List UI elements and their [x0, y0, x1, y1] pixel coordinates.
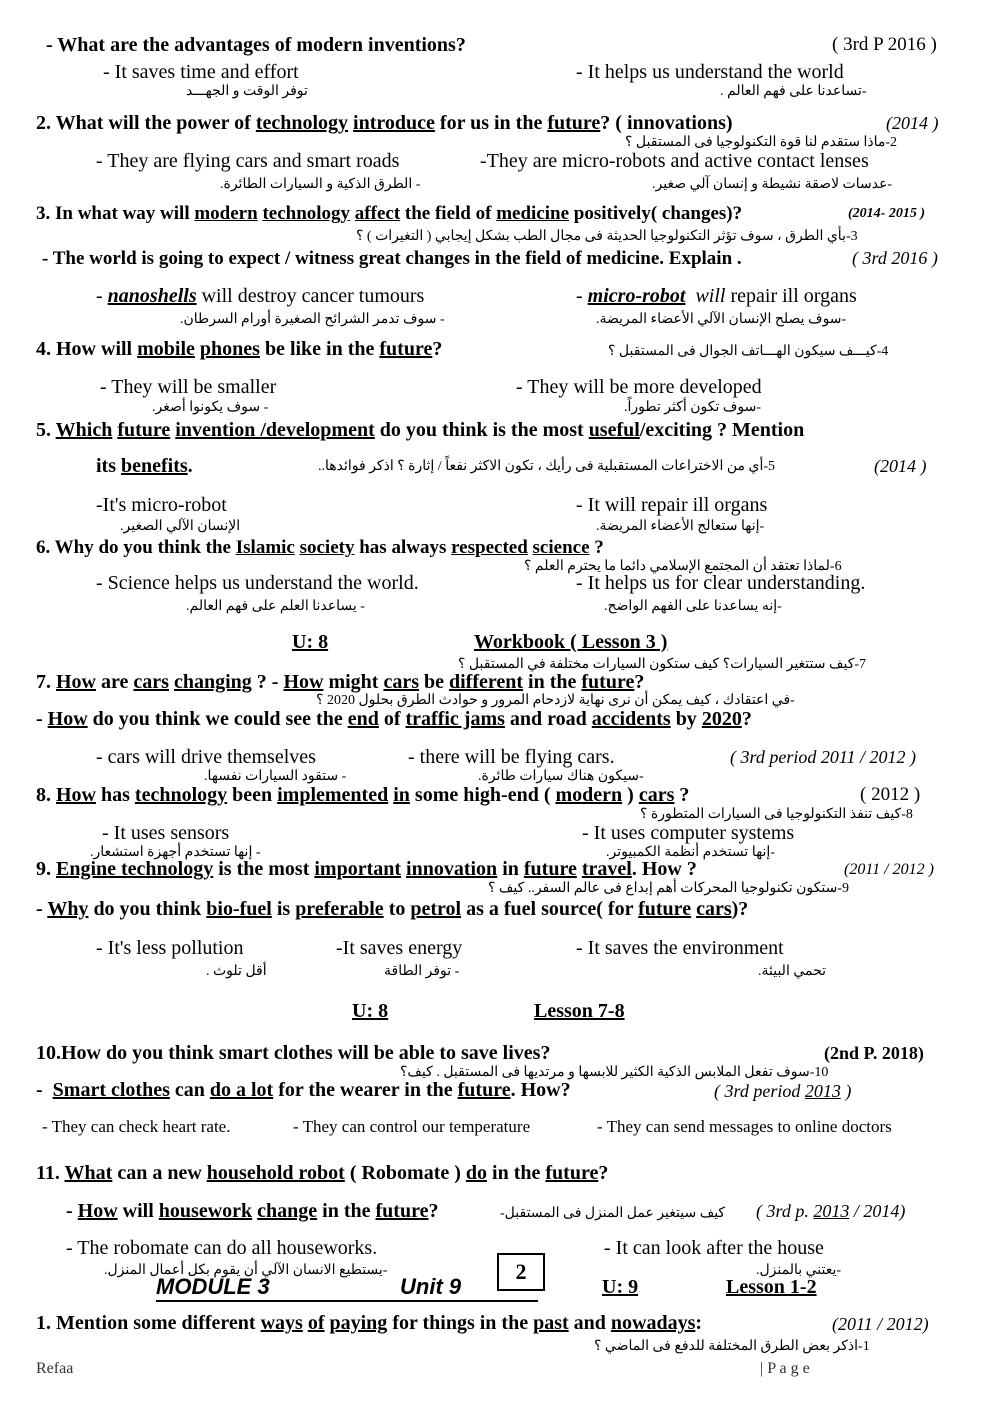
question-8: 8. How has technology been implemented in some high-end ( modern ) cars ?: [36, 784, 690, 806]
question-10-alt: - Smart clothes can do a lot for the wearer in the future. How?: [36, 1079, 571, 1101]
question-12-arabic: 1-اذكر بعض الطرق المختلفة للدفع فى الماضي ؟: [594, 1339, 870, 1354]
answer-4b-arabic: -سوف تكون أكثر تطوراً.: [624, 400, 762, 415]
answer-6a: - Science helps us understand the world.: [96, 572, 419, 594]
answer-9c: - It saves the environment: [576, 937, 784, 959]
section-unit-8: U: 8: [292, 631, 329, 653]
question-7-alt: - How do you think we could see the end of traffic jams and road accidents by 2020?: [36, 708, 752, 730]
question-9: 9. Engine technology is the most important innovation in future travel. How ?: [36, 858, 697, 880]
answer-11b-arabic: -يعتني بالمنزل.: [756, 1263, 842, 1278]
question-2: 2. What will the power of technology introduce for us in the future? ( innovations): [36, 112, 733, 134]
question-1: - What are the advantages of modern inventions?: [46, 34, 466, 56]
question-3: 3. In what way will modern technology affect the field of medicine positively( changes)?: [36, 203, 743, 224]
question-8-year: ( 2012 ): [860, 784, 921, 805]
module-underline: [156, 1300, 538, 1302]
question-9-arabic: 9-ستكون تكنولوجيا المحركات أهم إبداع فى عالم السفر.. كيف ؟: [488, 881, 850, 896]
answer-11a: - The robomate can do all houseworks.: [66, 1237, 378, 1259]
answer-9a-arabic: أقل تلوث .: [206, 964, 267, 979]
answer-9a: - It's less pollution: [96, 937, 244, 959]
question-11-alt-arabic: كيف سيتغير عمل المنزل فى المستقبل-: [500, 1206, 726, 1221]
question-3-alt: - The world is going to expect / witness great changes in the field of medicine. Explain .: [42, 248, 742, 269]
question-3-year: (2014- 2015 ): [848, 206, 925, 221]
answer-10c: - They can send messages to online doctors: [597, 1117, 892, 1136]
answer-4b: - They will be more developed: [516, 376, 762, 398]
answer-1b-arabic: -تساعدنا على فهم العالم .: [720, 84, 867, 99]
question-6-arabic: 6-لماذا تعتقد أن المجتمع الإسلامي دائما ما يحترم العلم ؟: [524, 559, 842, 574]
question-9-alt: - Why do you think bio-fuel is preferable to petrol as a fuel source( for future cars)?: [36, 898, 749, 920]
section-lesson-1-2: Lesson 1-2: [726, 1276, 817, 1298]
question-2-arabic: 2-ماذا ستقدم لنا قوة التكنولوجيا فى المستقبل ؟: [625, 135, 897, 150]
answer-8a-arabic: - إنها تستخدم أجهزة استشعار.: [90, 845, 261, 860]
answer-9c-arabic: تحمي البيئة.: [758, 964, 827, 979]
answer-8b-arabic: -إنها تستخدم أنظمة الكمبيوتر.: [606, 845, 775, 860]
answer-8b: - It uses computer systems: [582, 822, 795, 844]
question-10-year: (2nd P. 2018): [824, 1043, 924, 1063]
answer-1b: - It helps us understand the world: [576, 61, 844, 83]
answer-7b-arabic: -سيكون هناك سيارات طائرة.: [478, 769, 644, 784]
question-10: 10.How do you think smart clothes will be able to save lives?: [36, 1042, 551, 1064]
question-7-arabic: 7-كيف ستتغير السيارات؟ كيف ستكون السيارات مختلفة في المستقبل ؟: [458, 657, 867, 672]
question-9-year: (2011 / 2012 ): [844, 861, 934, 878]
answer-8a: - It uses sensors: [102, 822, 230, 844]
question-7: 7. How are cars changing ? - How might cars be different in the future?: [36, 671, 645, 693]
answer-3b-arabic: -سوف يصلح الإنسان الآلي الأعضاء المريضة.: [596, 312, 847, 327]
answer-7a: - cars will drive themselves: [96, 746, 316, 768]
question-1-year: ( 3rd P 2016 ): [832, 34, 937, 55]
question-11-year: ( 3rd p. 2013 / 2014): [756, 1201, 906, 1221]
answer-4a: - They will be smaller: [100, 376, 277, 398]
question-5-line2: its benefits.: [96, 455, 193, 477]
question-4: 4. How will mobile phones be like in the future?: [36, 338, 443, 360]
question-8-arabic: 8-كيف تنفذ التكنولوجيا فى السيارات المتطورة ؟: [640, 807, 913, 822]
answer-7b: - there will be flying cars.: [408, 746, 615, 768]
question-4-arabic: 4-كيـــف سيكون الهـــاتف الجوال فى المستقبل ؟: [608, 344, 889, 359]
question-5: 5. Which future invention /development do you think is the most useful/exciting ? Mention: [36, 419, 805, 441]
footer-school: Refaa: [36, 1360, 74, 1377]
answer-5a: -It's micro-robot: [96, 494, 227, 516]
answer-1a-arabic: توفر الوقت و الجهـــد: [186, 84, 308, 99]
answer-10b: - They can control our temperature: [293, 1117, 531, 1136]
answer-2b-arabic: -عدسات لاصقة نشيطة و إنسان آلي صغير.: [652, 177, 893, 192]
answer-11a-arabic: -يستطيع الانسان الآلي أن يقوم بكل أعمال المنزل.: [104, 1263, 388, 1278]
question-10-arabic: 10-سوف تفعل الملابس الذكية الكثير للابسها و مرتديها فى المستقبل . كيف؟: [400, 1065, 829, 1080]
answer-11b: - It can look after the house: [604, 1237, 824, 1259]
answer-2a: - They are flying cars and smart roads: [96, 150, 400, 172]
answer-5b: - It will repair ill organs: [576, 494, 768, 516]
question-3-alt-year: ( 3rd 2016 ): [852, 248, 938, 268]
question-6: 6. Why do you think the Islamic society has always respected science ?: [36, 537, 604, 558]
answer-2b: -They are micro-robots and active contact lenses: [480, 150, 869, 172]
unit-9-title: Unit 9: [400, 1274, 462, 1299]
question-11-alt: - How will housework change in the future?: [66, 1200, 439, 1222]
footer-page: | P a g e: [760, 1360, 810, 1377]
answer-9b: -It saves energy: [336, 937, 463, 959]
answer-6a-arabic: - يساعدنا العلم على فهم العالم.: [186, 599, 365, 614]
question-12: 1. Mention some different ways of paying for things in the past and nowadays:: [36, 1312, 703, 1334]
answer-6b-arabic: -إنه يساعدنا على الفهم الواضح.: [604, 599, 782, 614]
question-5-year: (2014 ): [874, 456, 927, 476]
answer-1a: - It saves time and effort: [103, 61, 299, 83]
answer-3b: - micro-robot will repair ill organs: [576, 285, 857, 307]
answer-2a-arabic: - الطرق الذكية و السيارات الطائرة.: [220, 177, 421, 192]
section-lesson-workbook: Workbook ( Lesson 3 ): [474, 631, 668, 653]
answer-4a-arabic: - سوف يكونوا أصغر.: [152, 400, 269, 415]
question-7-year: ( 3rd period 2011 / 2012 ): [730, 747, 916, 767]
answer-3a: - nanoshells will destroy cancer tumours: [96, 285, 425, 307]
answer-5b-arabic: -إنها ستعالج الأعضاء المريضة.: [596, 519, 765, 534]
section-unit-9: U: 9: [602, 1276, 639, 1298]
section-unit-8-b: U: 8: [352, 1000, 389, 1022]
answer-3a-arabic: - سوف تدمر الشرائح الصغيرة أورام السرطان.: [180, 312, 445, 327]
section-lesson-7-8: Lesson 7-8: [534, 1000, 625, 1022]
question-5-arabic: 5-أي من الاختراعات المستقبلية فى رأيك ، تكون الاكثر نفعاً / إثارة ؟ اذكر فوائدها..: [318, 459, 776, 474]
question-12-year: (2011 / 2012): [832, 1314, 929, 1334]
question-3-arabic: 3-بأي الطرق ، سوف تؤثر التكنولوجيا الحديثة فى مجال الطب بشكل إيجابي ( التغيرات ) ؟: [356, 229, 858, 244]
answer-5a-arabic: الإنسان الآلي الصغير.: [120, 519, 241, 534]
question-7-alt-arabic: -في اعتقادك ، كيف يمكن أن نرى نهاية لازدحام المرور و حوادث الطرق بحلول 2020 ؟: [316, 693, 795, 708]
answer-7a-arabic: - ستقود السيارات نفسها.: [204, 769, 347, 784]
answer-10a: - They can check heart rate.: [42, 1117, 231, 1136]
answer-9b-arabic: - توفر الطاقة: [384, 964, 460, 979]
question-2-year: (2014 ): [886, 113, 939, 133]
page-number-box: 2: [497, 1253, 545, 1291]
question-10-alt-year: ( 3rd period 2013 ): [714, 1081, 852, 1101]
module-title: MODULE 3: [156, 1274, 270, 1299]
question-11: 11. What can a new household robot ( Robomate ) do in the future?: [36, 1162, 609, 1184]
answer-6b: - It helps us for clear understanding.: [576, 572, 866, 594]
